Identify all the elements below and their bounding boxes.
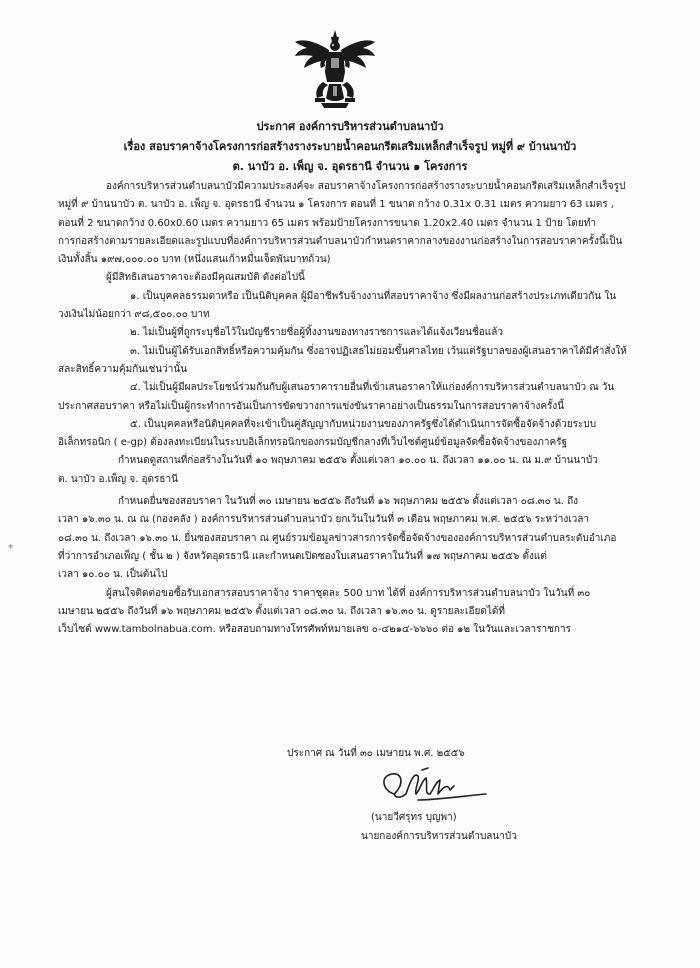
- intro-paragraph: [58, 178, 648, 269]
- header-subject: เรื่อง สอบราคาจ้างโครงการก่อสร้างรางระบายน้ำคอนกรีตเสริมเหล็กสำเร็จรูป หมู่ที่ ๙ บ้านนาบัว: [123, 140, 577, 153]
- submission-line: ที่ว่าการอำเภอเพ็ญ ( ชั้น ๒ ) จังหวัดอุดรธานี และกำหนดเปิดซองใบเสนอราคาในวันที่ ๑๗ พฤษภาคม ๒๕๕๖ ตั้งแต่: [58, 550, 547, 562]
- submission-line: เวลา ๑๖.๓๐ น. ณ ณ (กองคลัง ) องค์การบริหารส่วนตำบลนาบัว ยกเว้นในวันที่ ๓ เดือน พฤษภาคม พ.ศ. ๒๕๕๖ ระหว่างเวลา: [58, 514, 590, 526]
- intro-line: หมู่ที่ ๙ บ้านนาบัว ต. นาบัว อ. เพ็ญ จ. อุดรธานี จำนวน ๑ โครงการ ตอนที่ 1 ขนาด กว้าง 0.31x 0.31 เมตร ความยาว 63 เมตร ,: [58, 199, 614, 211]
- qualification-item-5: [58, 416, 648, 453]
- intro-line: การก่อสร้างตามรายละเอียดและรูปแบบที่องค์การบริหารส่วนตำบลนาบัวกำหนดราคากลางของงานก่อสร้างในการสอบราคาครั้งนี้เป็น: [58, 235, 623, 247]
- header-location: ต. นาบัว อ. เพ็ญ จ. อุดรธานี จำนวน ๑ โครงการ: [232, 160, 468, 173]
- document-body: [58, 178, 648, 639]
- margin-mark: *: [8, 543, 13, 554]
- qualifications-heading: ผู้มีสิทธิเสนอราคาจะต้องมีคุณสมบัติ ดังต่อไปนี้: [106, 272, 305, 284]
- announce-date: ประกาศ ณ วันที่ ๓๐ เมษายน พ.ศ. ๒๕๕๖: [287, 748, 465, 759]
- qualification-line: ๓. ไม่เป็นผู้ได้รับเอกสิทธิ์หรือความคุ้มกัน ซึ่งอาจปฏิเสธไม่ยอมขึ้นศาลไทย เว้นแต่รัฐบาลของผู้เสนอราคาได้มีคำสั่งให้: [130, 345, 627, 357]
- purchase-line: ผู้สนใจติดต่อขอซื้อรับเอกสารสอบราคาจ้าง ราคาชุดละ 500 บาท ได้ที่ องค์การบริหารส่วนตำบลนาบัว ในวันที่ ๓๐: [106, 587, 591, 599]
- qualification-line: ๑. เป็นบุคคลธรรมดาหรือ เป็นนิติบุคคล ผู้มีอาชีพรับจ้างงานที่สอบราคาจ้าง ซึ่งมีผลงานก่อสร้างประเภทเดียวกัน ใน: [130, 290, 617, 302]
- submission-line: เวลา ๑๐.๐๐ น. เป็นต้นไป: [58, 569, 168, 581]
- qualification-item-1: [58, 288, 648, 325]
- qualification-item-2: [58, 324, 648, 342]
- header-title: ประกาศ องค์การบริหารส่วนตำบลนาบัว: [256, 120, 444, 133]
- intro-line: เงินทั้งสิ้น ๑๙๗,๐๐๐.๐๐ บาท (หนึ่งแสนเก้าหมื่นเจ็ดพันบาทถ้วน): [58, 254, 331, 266]
- qualification-line: วงเงินไม่น้อยกว่า ๙๘,๕๐๐.๐๐ บาท: [58, 309, 210, 321]
- qualification-line: ๕. เป็นบุคคลหรือนิติบุคคลที่จะเข้าเป็นคู่สัญญากับหน่วยงานของภาครัฐซึ่งได้ดำเนินการจัดซื้อจัดจ้างด้วยระบบ: [130, 418, 597, 430]
- submission-paragraph: [58, 493, 648, 584]
- garuda-emblem-icon: [293, 28, 377, 110]
- purchase-paragraph: [58, 585, 648, 640]
- qualification-line: ๔. ไม่เป็นผู้มีผลประโยชน์ร่วมกันกับผู้เสนอราคารายอื่นที่เข้าเสนอราคาให้แก่องค์การบริหารส่วนตำบลนาบัว ณ วัน: [130, 382, 615, 394]
- signer-name: (นายวีศรุทร บุญพา): [371, 812, 457, 823]
- signature-icon: [374, 764, 492, 812]
- qualification-item-3: [58, 343, 648, 380]
- intro-line: องค์การบริหารส่วนตำบลนาบัวมีความประสงค์จะ สอบราคาจ้างโครงการก่อสร้างรางระบายน้ำคอนกรีตเสริมเหล็กสำเร็จรูป: [106, 181, 626, 192]
- intro-line: ตอนที่ 2 ขนาดกว้าง 0.60x0.60 เมตร ความยาว 65 เมตร พร้อมป้ายโครงการขนาด 1.20x2.40 เมตร จำนวน 1 ป้าย โดยทำ: [58, 217, 596, 229]
- purchase-line: เมษายน ๒๕๕๖ ถึงวันที่ ๑๖ พฤษภาคม ๒๕๕๖ ตั้งแต่เวลา ๐๘.๓๐ น. ถึงเวลา ๑๖.๓๐ น. ดูรายละเอียดได้ที่: [58, 605, 505, 617]
- submission-line: ๐๘.๓๐ น. ถึงเวลา ๑๖.๓๐ น. ยื่นซองสอบราคา ณ ศูนย์รวมข้อมูลข่าวสารการจัดซื้อจัดจ้างขององค์การบริหารส่วนตำบลระดับอำเภอ: [58, 532, 617, 544]
- qualification-line: ๒. ไม่เป็นผู้ที่ถูกระบุชื่อไว้ในบัญชีรายชื่อผู้ทิ้งงานของทางราชการและได้แจ้งเวียนชื่อแล้ว: [130, 327, 503, 339]
- qualification-line: สละสิทธิ์ความคุ้มกันเช่นว่านั้น: [58, 363, 188, 375]
- purchase-line: เว็บไซต์ www.tambolnabua.com. หรือสอบถามทางโทรศัพท์หมายเลข ๐-๔๒๑๔-๖๖๖๐ ต่อ ๑๒ ในวันและเวลาราชการ: [58, 624, 571, 636]
- submission-line: กำหนดยื่นซองสอบราคา ในวันที่ ๓๐ เมษายน ๒๕๕๖ ถึงวันที่ ๑๖ พฤษภาคม ๒๕๕๖ ตั้งแต่เวลา ๐๘.๓๐ น. ถึง: [118, 496, 579, 508]
- qualification-line: อิเล็กทรอนิก ( e-gp) ต้องลงทะเบียนในระบบอิเล็กทรอนิกของกรมบัญชีกลางที่เว็บไซต์ศูนย์ข้อมูลจัดซื้อจัดจ้างของภาครัฐ: [58, 437, 568, 449]
- document-header: [40, 117, 660, 177]
- signer-title: นายกองค์การบริหารส่วนตำบลนาบัว: [361, 831, 517, 842]
- qualification-line: ประกาศสอบราคา หรือไม่เป็นผู้กระทำการอันเป็นการขัดขวางการแข่งขันราคาอย่างเป็นธรรมในการสอบราคาจ้างครั้งนี้: [58, 400, 565, 412]
- site-visit-paragraph: [58, 452, 648, 489]
- site-visit-line: ต. นาบัว อ.เพ็ญ จ. อุดรธานี: [58, 473, 178, 485]
- site-visit-line: กำหนดดูสถานที่ก่อสร้างในวันที่ ๑๐ พฤษภาคม ๒๕๕๖ ตั้งแต่เวลา ๑๐.๐๐ น. ถึงเวลา ๑๑.๐๐ น. ณ ม.๙ บ้านนาบัว: [118, 455, 598, 467]
- qualification-item-4: [58, 379, 648, 416]
